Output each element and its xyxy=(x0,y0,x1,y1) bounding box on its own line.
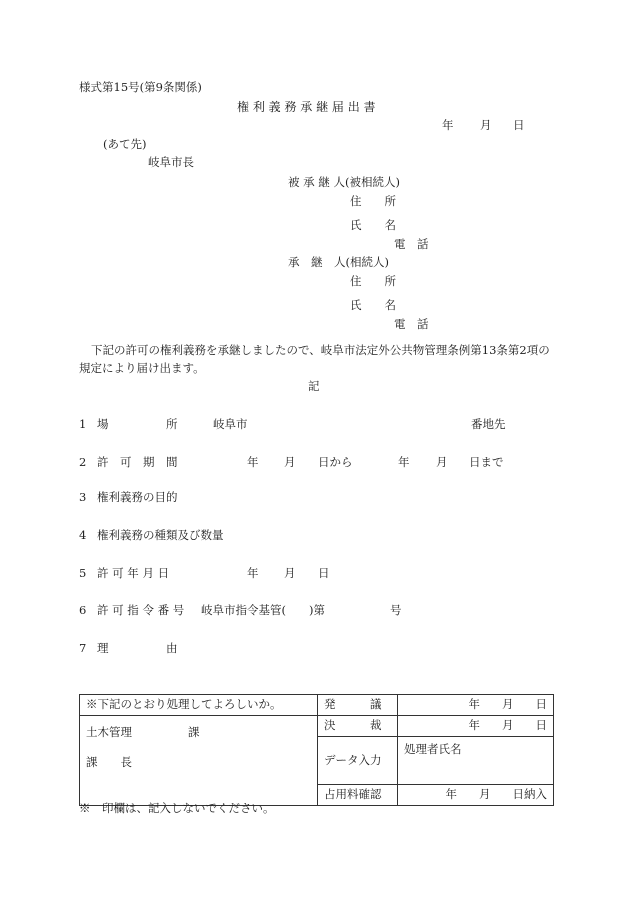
item-2-number: 2 xyxy=(79,455,87,469)
transferee-phone-label: 電 話 xyxy=(394,317,429,331)
office-note: ※下記のとおり処理してよろしいか。 xyxy=(80,695,318,716)
transferee-name-label: 氏 名 xyxy=(350,298,396,312)
body-line-2: 規定により届け出ます。 xyxy=(79,361,205,375)
item-2-until: 日まで xyxy=(469,455,504,469)
fee-year: 年 xyxy=(445,787,457,802)
item-2-year-1: 年 xyxy=(247,455,259,469)
hatsugi-date xyxy=(398,695,554,716)
date-month-label: 月 xyxy=(480,118,492,132)
item-5-label: 許 可 年 月 日 xyxy=(97,566,170,580)
date-year-label: 年 xyxy=(442,118,454,132)
date-day-label: 日 xyxy=(513,118,525,132)
transferee-label: 承 継 人(相続人) xyxy=(288,255,389,269)
office-use-table xyxy=(79,694,554,806)
dept-label: 土木管理 xyxy=(86,725,132,739)
chief-label: 課 長 xyxy=(86,755,132,769)
data-entry-label: データ入力 xyxy=(318,737,398,785)
form-number: 様式第15号(第9条関係) xyxy=(79,80,202,94)
item-6-order-prefix: 岐阜市指令基管( )第 xyxy=(201,603,325,617)
office-approval-cell xyxy=(80,716,318,806)
item-2-from: 日から xyxy=(318,455,353,469)
item-2-label: 許 可 期 間 xyxy=(97,455,178,469)
section-label: 課 xyxy=(188,725,200,739)
item-3-number: 3 xyxy=(79,490,87,504)
addressee-name: 岐阜市長 xyxy=(148,155,194,169)
body-line-1: 下記の許可の権利義務を承継しましたので、岐阜市法定外公共物管理条例第13条第2項の xyxy=(91,343,550,357)
item-3-label: 権利義務の目的 xyxy=(97,490,178,504)
processor-label: 処理者氏名 xyxy=(404,742,462,756)
item-1-label-b: 所 xyxy=(166,417,178,431)
hatsugi-month: 月 xyxy=(502,697,514,712)
footnote: ※ 印欄は、記入しないでください。 xyxy=(79,801,275,815)
item-2-month-2: 月 xyxy=(436,455,448,469)
ki-heading: 記 xyxy=(308,379,320,393)
fee-check-label: 占用料確認 xyxy=(318,785,398,806)
item-7-number: 7 xyxy=(79,641,87,655)
item-2-year-2: 年 xyxy=(398,455,410,469)
item-1-label-a: 場 xyxy=(97,417,109,431)
item-5-month: 月 xyxy=(284,566,296,580)
processor-cell xyxy=(398,737,554,785)
item-5-year: 年 xyxy=(247,566,259,580)
document-title: 権 利 義 務 承 継 届 出 書 xyxy=(237,100,376,114)
kessai-day: 日 xyxy=(535,718,547,733)
transferor-address-label: 住 所 xyxy=(350,194,396,208)
addressee-label: (あて先) xyxy=(103,137,147,151)
kessai-label: 決 裁 xyxy=(318,716,398,737)
hatsugi-year: 年 xyxy=(468,697,480,712)
item-4-number: 4 xyxy=(79,528,87,542)
item-6-suffix: 号 xyxy=(390,603,402,617)
kessai-month: 月 xyxy=(502,718,514,733)
item-5-day: 日 xyxy=(318,566,330,580)
transferor-label: 被 承 継 人(被相続人) xyxy=(288,175,400,189)
fee-paid-day: 日納入 xyxy=(512,787,547,802)
hatsugi-day: 日 xyxy=(535,697,547,712)
item-1-city: 岐阜市 xyxy=(213,417,248,431)
fee-date xyxy=(398,785,554,806)
fee-month: 月 xyxy=(479,787,491,802)
item-5-number: 5 xyxy=(79,566,87,580)
item-6-label: 許 可 指 令 番 号 xyxy=(97,603,185,617)
office-row-hatsugi xyxy=(80,695,554,716)
transferee-address-label: 住 所 xyxy=(350,274,396,288)
item-7-label-a: 理 xyxy=(97,641,109,655)
item-1-number: 1 xyxy=(79,417,87,431)
item-2-month-1: 月 xyxy=(284,455,296,469)
kessai-date xyxy=(398,716,554,737)
kessai-year: 年 xyxy=(468,718,480,733)
office-row-kessai xyxy=(80,716,554,737)
transferor-name-label: 氏 名 xyxy=(350,218,396,232)
hatsugi-label: 発 議 xyxy=(318,695,398,716)
item-4-label: 権利義務の種類及び数量 xyxy=(97,528,224,542)
item-1-suffix: 番地先 xyxy=(471,417,506,431)
item-6-number: 6 xyxy=(79,603,87,617)
item-7-label-b: 由 xyxy=(166,641,178,655)
transferor-phone-label: 電 話 xyxy=(394,237,429,251)
